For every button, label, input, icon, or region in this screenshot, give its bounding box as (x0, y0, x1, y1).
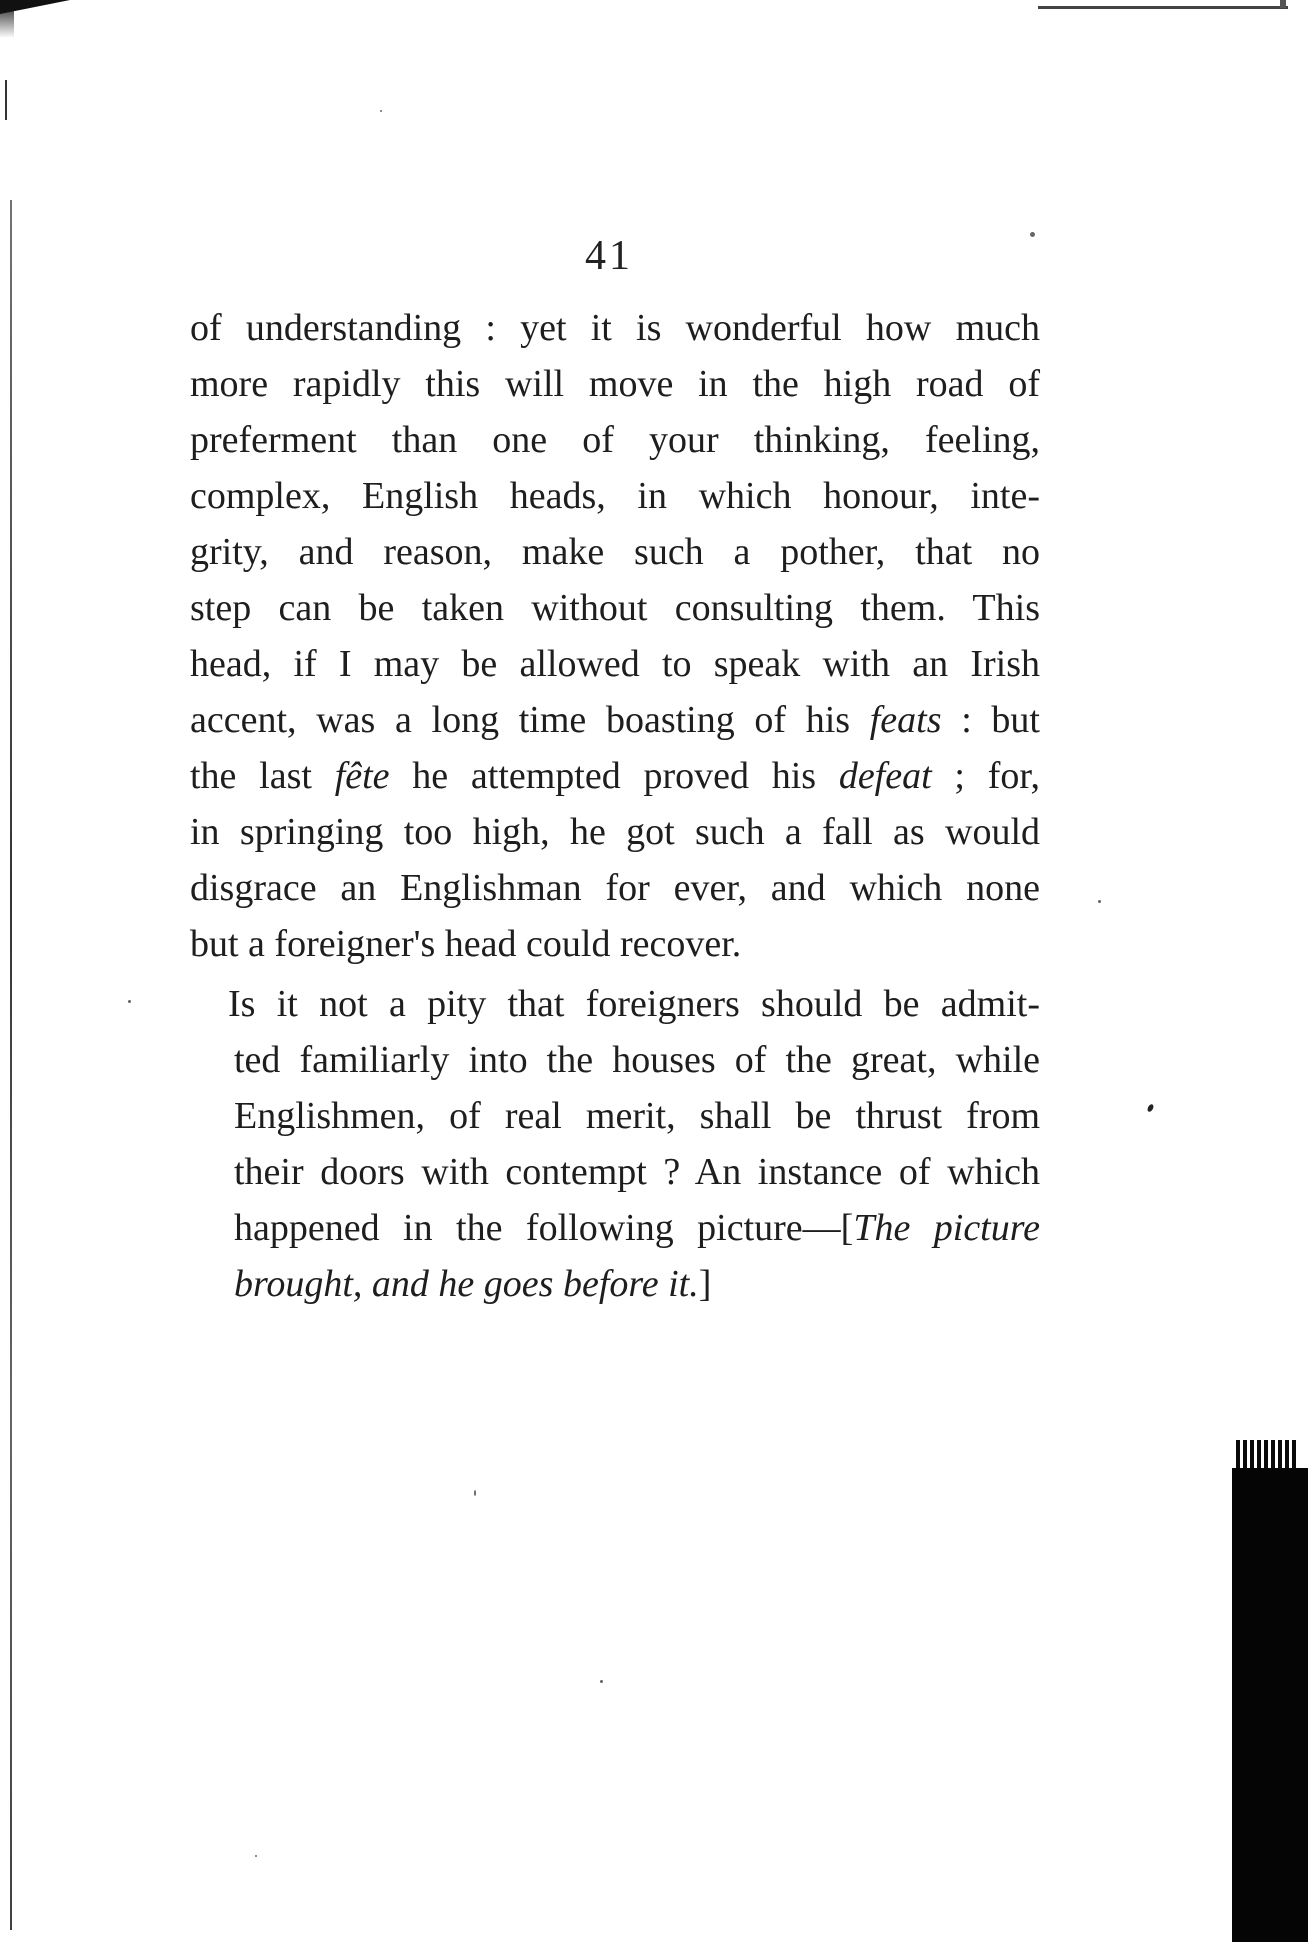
text-line (190, 1200, 1040, 1256)
text-run: : but (941, 699, 1040, 741)
text-run: ] (698, 1263, 712, 1305)
scan-edge-tick (5, 80, 7, 120)
text-line: step can be taken without consulting them. This (190, 587, 1040, 629)
scan-speck (474, 1490, 476, 1496)
scan-speck (1146, 1103, 1154, 1112)
scan-speck (1098, 900, 1101, 903)
body-text (190, 300, 1040, 1312)
italic-word: fête (334, 755, 390, 797)
scan-speck (255, 1855, 257, 1857)
scan-speck (1030, 232, 1035, 237)
scan-right-bar-fringe (1236, 1440, 1296, 1470)
scan-right-bar (1232, 1468, 1308, 1942)
paragraph-2 (190, 976, 1040, 1312)
scan-left-edge (10, 200, 12, 1930)
text-line: their doors with contempt ? An instance of which (234, 1151, 1040, 1193)
text-line: of understanding : yet it is wonderful how much (190, 307, 1040, 349)
scan-top-rule (1038, 6, 1288, 9)
text-line: Englishmen, of real merit, shall be thrust from (234, 1095, 1040, 1137)
paragraph-1 (190, 300, 1040, 972)
text-line (190, 748, 1040, 804)
text-line: more rapidly this will move in the high road of (190, 363, 1040, 405)
scan-speck (128, 1000, 131, 1003)
italic-phrase: The picture (853, 1207, 1040, 1249)
text-line (190, 1256, 1040, 1312)
italic-word: defeat (838, 755, 932, 797)
text-line: but a foreigner's head could recover. (190, 923, 742, 965)
italic-word: feats (869, 699, 942, 741)
scan-corner-shadow (0, 0, 14, 38)
text-line (190, 692, 1040, 748)
text-run: the last (190, 755, 335, 797)
text-line: in springing too high, he got such a fall as would (190, 811, 1040, 853)
scan-top-rule-tick (1280, 0, 1286, 8)
text-line: preferment than one of your thinking, feeling, (190, 419, 1040, 461)
page-number: 41 (585, 233, 633, 279)
text-line: grity, and reason, make such a pother, that no (190, 531, 1040, 573)
text-run: ; for, (931, 755, 1040, 797)
text-line: disgrace an Englishman for ever, and which none (190, 867, 1040, 909)
text-line: head, if I may be allowed to speak with an Irish (190, 643, 1040, 685)
text-run: accent, was a long time boasting of his (190, 699, 870, 741)
text-run: happened in the following picture—[ (234, 1207, 854, 1249)
text-line: complex, English heads, in which honour, inte- (190, 475, 1040, 517)
italic-phrase: brought, and he goes before it. (234, 1263, 699, 1305)
text-line: Is it not a pity that foreigners should be admit- (228, 983, 1040, 1025)
scan-speck (600, 1680, 603, 1683)
text-line: ted familiarly into the houses of the great, while (234, 1039, 1040, 1081)
scan-speck (380, 110, 382, 112)
text-run: he attempted proved his (389, 755, 839, 797)
